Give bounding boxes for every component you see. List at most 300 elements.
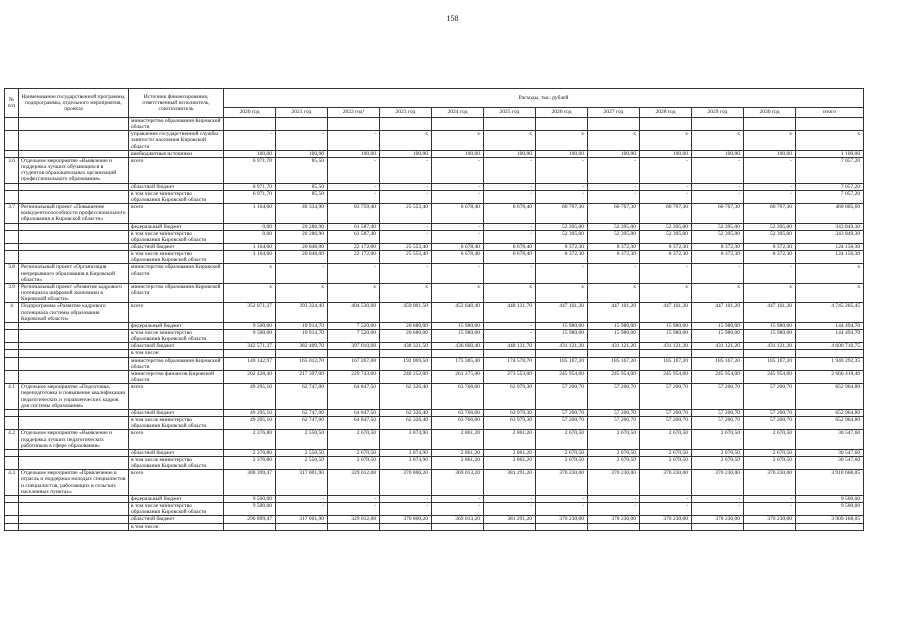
amount-cell: 62 326,40 bbox=[380, 409, 432, 416]
amount-cell: - bbox=[484, 190, 536, 203]
row-title bbox=[19, 150, 129, 157]
amount-cell: 52 395,00 bbox=[588, 230, 640, 243]
amount-cell: 63 766,00 bbox=[432, 384, 484, 410]
amount-cell: 452 640,40 bbox=[432, 303, 484, 322]
table-row bbox=[5, 503, 864, 516]
funding-source: министерство финансов Кировской области bbox=[129, 370, 224, 383]
amount-cell: 100,00 bbox=[536, 150, 588, 157]
amount-cell: 2 550,50 bbox=[276, 456, 328, 469]
amount-cell: - bbox=[380, 223, 432, 230]
amount-cell: x bbox=[484, 131, 536, 150]
amount-cell: x bbox=[692, 131, 744, 150]
header-year: 2022 год¹ bbox=[328, 108, 380, 118]
amount-cell: x bbox=[796, 283, 864, 302]
amount-cell: 229 743,00 bbox=[328, 370, 380, 383]
amount-cell bbox=[536, 523, 588, 530]
amount-cell: - bbox=[640, 190, 692, 203]
amount-cell: 2 670,50 bbox=[328, 456, 380, 469]
row-number bbox=[5, 190, 19, 203]
amount-cell: 3 874,90 bbox=[380, 449, 432, 456]
amount-cell bbox=[432, 118, 484, 131]
amount-cell: 3 874,90 bbox=[380, 430, 432, 449]
row-number bbox=[5, 495, 19, 502]
amount-cell: 652 964,80 bbox=[796, 417, 864, 430]
amount-cell: 370 230,00 bbox=[536, 470, 588, 496]
amount-cell: 60 767,30 bbox=[640, 204, 692, 223]
funding-source: всего bbox=[129, 204, 224, 223]
row-title bbox=[19, 230, 129, 243]
funding-source: федеральный бюджет bbox=[129, 223, 224, 230]
amount-cell: 52 395,00 bbox=[640, 223, 692, 230]
amount-cell: 1 164,60 bbox=[224, 251, 276, 264]
row-number: 4 bbox=[5, 303, 19, 322]
row-number bbox=[5, 417, 19, 430]
funding-source: всего bbox=[129, 470, 224, 496]
amount-cell: 6 678,40 bbox=[432, 204, 484, 223]
amount-cell: x bbox=[744, 283, 796, 302]
amount-cell: - bbox=[692, 157, 744, 183]
amount-cell: - bbox=[276, 131, 328, 150]
amount-cell: 100,00 bbox=[484, 150, 536, 157]
amount-cell: 2 376,80 bbox=[224, 430, 276, 449]
amount-cell: 431 121,20 bbox=[588, 343, 640, 350]
amount-cell: 2 376,80 bbox=[224, 456, 276, 469]
funding-source: в том числе: bbox=[129, 523, 224, 530]
amount-cell bbox=[328, 350, 380, 357]
table-row bbox=[5, 223, 864, 230]
amount-cell: 20 048,00 bbox=[276, 251, 328, 264]
amount-cell: 382 409,70 bbox=[276, 343, 328, 350]
amount-cell bbox=[640, 523, 692, 530]
funding-source: всего bbox=[129, 157, 224, 183]
amount-cell: 63 766,00 bbox=[432, 409, 484, 416]
amount-cell: 2 670,50 bbox=[536, 449, 588, 456]
amount-cell: 370 230,00 bbox=[640, 516, 692, 523]
amount-cell: 57 200,70 bbox=[744, 409, 796, 416]
amount-cell: 15 980,00 bbox=[744, 330, 796, 343]
amount-cell: 2 670,50 bbox=[588, 456, 640, 469]
amount-cell: - bbox=[432, 503, 484, 516]
row-title bbox=[19, 449, 129, 456]
amount-cell bbox=[692, 118, 744, 131]
amount-cell: - bbox=[588, 183, 640, 190]
header-year: 2025 год bbox=[484, 108, 536, 118]
amount-cell: 8 372,30 bbox=[536, 251, 588, 264]
amount-cell: 8 372,30 bbox=[536, 243, 588, 250]
row-number bbox=[5, 183, 19, 190]
amount-cell bbox=[692, 350, 744, 357]
amount-cell: 8 372,30 bbox=[588, 243, 640, 250]
amount-cell: 57 200,70 bbox=[640, 417, 692, 430]
header-year: 2024 год bbox=[432, 108, 484, 118]
amount-cell: - bbox=[744, 264, 796, 283]
amount-cell: 3 909 168,05 bbox=[796, 516, 864, 523]
amount-cell: 61 587,40 bbox=[328, 230, 380, 243]
amount-cell bbox=[796, 118, 864, 131]
amount-cell: - bbox=[640, 157, 692, 183]
amount-cell: 100,00 bbox=[432, 150, 484, 157]
amount-cell: 15 980,00 bbox=[588, 330, 640, 343]
amount-cell: 2 550,50 bbox=[276, 449, 328, 456]
amount-cell: 20 680,00 bbox=[380, 322, 432, 329]
amount-cell: x bbox=[380, 131, 432, 150]
amount-cell: 447 101,20 bbox=[744, 303, 796, 322]
funding-source: всего bbox=[129, 303, 224, 322]
row-number bbox=[5, 223, 19, 230]
row-title bbox=[19, 243, 129, 250]
table-row bbox=[5, 283, 864, 302]
amount-cell: 352 071,37 bbox=[224, 303, 276, 322]
amount-cell: 185 167,20 bbox=[640, 357, 692, 370]
row-title bbox=[19, 357, 129, 370]
row-title bbox=[19, 456, 129, 469]
amount-cell: x bbox=[640, 283, 692, 302]
amount-cell: 290 899,47 bbox=[224, 516, 276, 523]
amount-cell: 436 660,40 bbox=[432, 343, 484, 350]
amount-cell: 459 001,50 bbox=[380, 303, 432, 322]
amount-cell: 2 550,50 bbox=[276, 430, 328, 449]
amount-cell: - bbox=[432, 264, 484, 283]
amount-cell bbox=[484, 118, 536, 131]
amount-cell: 370 230,00 bbox=[640, 470, 692, 496]
amount-cell: 52 395,00 bbox=[588, 223, 640, 230]
amount-cell: 15 980,00 bbox=[692, 322, 744, 329]
amount-cell: 6 678,40 bbox=[432, 251, 484, 264]
amount-cell: 2 861,20 bbox=[484, 449, 536, 456]
amount-cell: 63 766,00 bbox=[432, 417, 484, 430]
amount-cell: 245 954,00 bbox=[744, 370, 796, 383]
funding-source: министерство образования Кировской области bbox=[129, 264, 224, 283]
amount-cell: 0,00 bbox=[224, 223, 276, 230]
amount-cell bbox=[692, 523, 744, 530]
amount-cell: 273 553,00 bbox=[484, 370, 536, 383]
amount-cell: 144 494,70 bbox=[796, 322, 864, 329]
row-number: 3.7 bbox=[5, 204, 19, 223]
amount-cell: 431 121,20 bbox=[692, 343, 744, 350]
amount-cell: - bbox=[328, 190, 380, 203]
table-row bbox=[5, 243, 864, 250]
amount-cell bbox=[276, 350, 328, 357]
amount-cell: 2 670,50 bbox=[328, 430, 380, 449]
funding-source: министерство образования Кировской области bbox=[129, 118, 224, 131]
header-source: Источник финансирования, ответственный исполнитель, соисполнитель bbox=[129, 89, 224, 118]
amount-cell: 10 914,70 bbox=[276, 330, 328, 343]
amount-cell: 124 156,30 bbox=[796, 243, 864, 250]
table-row bbox=[5, 190, 864, 203]
amount-cell: 7 520,00 bbox=[328, 322, 380, 329]
amount-cell: 49 295,10 bbox=[224, 417, 276, 430]
amount-cell bbox=[380, 523, 432, 530]
amount-cell: 144 494,70 bbox=[796, 330, 864, 343]
amount-cell bbox=[432, 523, 484, 530]
amount-cell: 2 660 418,40 bbox=[796, 370, 864, 383]
amount-cell: 343 849,30 bbox=[796, 230, 864, 243]
amount-cell: 2 670,50 bbox=[692, 456, 744, 469]
amount-cell: - bbox=[692, 495, 744, 502]
amount-cell: 60 767,30 bbox=[536, 204, 588, 223]
amount-cell: 447 101,20 bbox=[692, 303, 744, 322]
funding-source: областной бюджет bbox=[129, 449, 224, 456]
header-year: 2020 год bbox=[224, 108, 276, 118]
table-row bbox=[5, 157, 864, 183]
amount-cell: 57 200,70 bbox=[640, 409, 692, 416]
amount-cell: 245 954,00 bbox=[640, 370, 692, 383]
amount-cell: 20 286,90 bbox=[276, 223, 328, 230]
amount-cell: 15 980,00 bbox=[432, 330, 484, 343]
amount-cell: 64 847,50 bbox=[328, 417, 380, 430]
amount-cell: 52 395,00 bbox=[536, 223, 588, 230]
header-no: № п/п bbox=[5, 89, 19, 118]
amount-cell: 447 101,20 bbox=[640, 303, 692, 322]
amount-cell: 369 013,20 bbox=[432, 516, 484, 523]
amount-cell: 2 376,80 bbox=[224, 449, 276, 456]
funding-source: в том числе министерство образования Кировской области bbox=[129, 230, 224, 243]
amount-cell: 202 428,40 bbox=[224, 370, 276, 383]
amount-cell: x bbox=[692, 283, 744, 302]
amount-cell: 185 167,20 bbox=[588, 357, 640, 370]
amount-cell: x bbox=[276, 283, 328, 302]
row-number bbox=[5, 343, 19, 350]
amount-cell: 2 670,50 bbox=[744, 430, 796, 449]
amount-cell: x bbox=[484, 283, 536, 302]
amount-cell: - bbox=[484, 495, 536, 502]
amount-cell: 397 010,08 bbox=[328, 343, 380, 350]
amount-cell: 60 767,30 bbox=[588, 204, 640, 223]
row-title: Региональный проект «Повышение конкурентоспособности профессионального образования в Кировской области» bbox=[19, 204, 129, 223]
amount-cell: 100,00 bbox=[224, 150, 276, 157]
amount-cell: 2 670,50 bbox=[588, 430, 640, 449]
amount-cell: - bbox=[536, 183, 588, 190]
amount-cell: 6 678,40 bbox=[484, 251, 536, 264]
amount-cell: - bbox=[380, 190, 432, 203]
amount-cell: 381 291,20 bbox=[484, 470, 536, 496]
table-row bbox=[5, 118, 864, 131]
amount-cell: 6 971,70 bbox=[224, 183, 276, 190]
amount-cell: 2 861,20 bbox=[432, 449, 484, 456]
amount-cell: 62 326,40 bbox=[380, 384, 432, 410]
amount-cell: 15 980,00 bbox=[588, 322, 640, 329]
amount-cell: 22 172,00 bbox=[328, 251, 380, 264]
amount-cell: - bbox=[380, 495, 432, 502]
amount-cell: 6 971,70 bbox=[224, 190, 276, 203]
amount-cell: 8 372,30 bbox=[744, 251, 796, 264]
row-title bbox=[19, 350, 129, 357]
amount-cell: x bbox=[224, 283, 276, 302]
amount-cell: 57 200,70 bbox=[588, 384, 640, 410]
amount-cell: 7 520,00 bbox=[328, 330, 380, 343]
amount-cell: 85,50 bbox=[276, 157, 328, 183]
amount-cell: 2 670,50 bbox=[536, 456, 588, 469]
row-number bbox=[5, 370, 19, 383]
amount-cell: - bbox=[484, 264, 536, 283]
amount-cell: 6 678,40 bbox=[432, 243, 484, 250]
amount-cell: 2 670,50 bbox=[588, 449, 640, 456]
amount-cell: - bbox=[484, 157, 536, 183]
amount-cell: 85,50 bbox=[276, 190, 328, 203]
row-number: 4.1 bbox=[5, 384, 19, 410]
table-row bbox=[5, 523, 864, 530]
amount-cell: 438 321,50 bbox=[380, 343, 432, 350]
amount-cell: 2 670,50 bbox=[640, 456, 692, 469]
amount-cell: - bbox=[744, 183, 796, 190]
amount-cell: 2 670,50 bbox=[328, 449, 380, 456]
amount-cell: 57 200,70 bbox=[588, 409, 640, 416]
amount-cell bbox=[380, 350, 432, 357]
row-title bbox=[19, 343, 129, 350]
amount-cell: - bbox=[328, 503, 380, 516]
row-number bbox=[5, 150, 19, 157]
amount-cell: - bbox=[432, 183, 484, 190]
amount-cell: - bbox=[744, 190, 796, 203]
amount-cell: 62 747,00 bbox=[276, 409, 328, 416]
amount-cell: 245 954,00 bbox=[536, 370, 588, 383]
funding-source: в том числе министерство образования Кировской области bbox=[129, 456, 224, 469]
funding-source: областной бюджет bbox=[129, 183, 224, 190]
row-number: 4.3 bbox=[5, 470, 19, 496]
amount-cell: 52 395,00 bbox=[744, 223, 796, 230]
header-year: 2023 год bbox=[380, 108, 432, 118]
amount-cell: - bbox=[588, 495, 640, 502]
amount-cell: 185 167,20 bbox=[692, 357, 744, 370]
amount-cell: 9 500,00 bbox=[224, 495, 276, 502]
amount-cell: - bbox=[744, 503, 796, 516]
amount-cell: 381 291,20 bbox=[484, 516, 536, 523]
amount-cell: 20 048,00 bbox=[276, 243, 328, 250]
amount-cell: - bbox=[536, 503, 588, 516]
row-title bbox=[19, 223, 129, 230]
amount-cell: 343 849,30 bbox=[796, 223, 864, 230]
amount-cell: - bbox=[692, 264, 744, 283]
row-number: 3.9 bbox=[5, 283, 19, 302]
amount-cell: 393 324,40 bbox=[276, 303, 328, 322]
amount-cell: 20 680,00 bbox=[380, 330, 432, 343]
amount-cell bbox=[432, 350, 484, 357]
amount-cell: 15 980,00 bbox=[536, 330, 588, 343]
amount-cell: 7 057,20 bbox=[796, 190, 864, 203]
amount-cell: 4 745 205,45 bbox=[796, 303, 864, 322]
funding-source: в том числе министерство образования Кировской области bbox=[129, 417, 224, 430]
amount-cell: 15 980,00 bbox=[640, 330, 692, 343]
row-title bbox=[19, 417, 129, 430]
row-title bbox=[19, 251, 129, 264]
amount-cell: 370 230,00 bbox=[588, 516, 640, 523]
amount-cell bbox=[536, 350, 588, 357]
amount-cell: 9 500,00 bbox=[796, 503, 864, 516]
amount-cell: 431 121,20 bbox=[744, 343, 796, 350]
header-year: 2029 год bbox=[692, 108, 744, 118]
amount-cell: 57 200,70 bbox=[692, 417, 744, 430]
amount-cell: 300 399,47 bbox=[224, 470, 276, 496]
amount-cell: 448 131,70 bbox=[484, 343, 536, 350]
amount-cell bbox=[536, 118, 588, 131]
table-row bbox=[5, 264, 864, 283]
amount-cell: 2 670,50 bbox=[744, 449, 796, 456]
row-number: 3.8 bbox=[5, 264, 19, 283]
row-number: 3.6 bbox=[5, 157, 19, 183]
header-year: 2027 год bbox=[588, 108, 640, 118]
header-year: 2030 год bbox=[744, 108, 796, 118]
amount-cell: - bbox=[744, 157, 796, 183]
amount-cell: 370 230,00 bbox=[692, 516, 744, 523]
amount-cell: 57 200,70 bbox=[536, 417, 588, 430]
table-row bbox=[5, 417, 864, 430]
amount-cell: - bbox=[276, 264, 328, 283]
amount-cell: 2 670,50 bbox=[640, 430, 692, 449]
amount-cell: 85,50 bbox=[276, 183, 328, 190]
row-title bbox=[19, 523, 129, 530]
funding-source: областной бюджет bbox=[129, 343, 224, 350]
amount-cell: 57 200,70 bbox=[692, 384, 744, 410]
row-number bbox=[5, 330, 19, 343]
amount-cell: 8 372,30 bbox=[692, 243, 744, 250]
row-number bbox=[5, 516, 19, 523]
table-row bbox=[5, 131, 864, 150]
amount-cell: x bbox=[796, 131, 864, 150]
row-title bbox=[19, 118, 129, 131]
amount-cell: 15 980,00 bbox=[692, 330, 744, 343]
amount-cell bbox=[796, 350, 864, 357]
amount-cell: x bbox=[588, 283, 640, 302]
funding-source: областной бюджет bbox=[129, 516, 224, 523]
header-year: 2021 год bbox=[276, 108, 328, 118]
amount-cell: 15 980,00 bbox=[744, 322, 796, 329]
amount-cell bbox=[744, 118, 796, 131]
funding-source: в том числе министерство образования Кировской области bbox=[129, 190, 224, 203]
row-number bbox=[5, 503, 19, 516]
table-row bbox=[5, 330, 864, 343]
amount-cell: 1 100,00 bbox=[796, 150, 864, 157]
funding-source: министерство образования Кировской области bbox=[129, 283, 224, 302]
amount-cell: x bbox=[744, 131, 796, 150]
financing-table bbox=[4, 88, 864, 531]
amount-cell: 1 940 292,35 bbox=[796, 357, 864, 370]
amount-cell: 370 230,00 bbox=[692, 470, 744, 496]
table-row bbox=[5, 204, 864, 223]
amount-cell: - bbox=[692, 183, 744, 190]
table-row bbox=[5, 370, 864, 383]
amount-cell: - bbox=[328, 157, 380, 183]
row-number bbox=[5, 357, 19, 370]
row-title: Отдельное мероприятие «Привлечение в отрасль и поддержка молодых специалистов и специалистов, работающих в сельских населенных пунктах» bbox=[19, 470, 129, 496]
amount-cell: 261 275,00 bbox=[432, 370, 484, 383]
amount-cell: 185 167,20 bbox=[744, 357, 796, 370]
funding-source: всего bbox=[129, 384, 224, 410]
amount-cell bbox=[328, 118, 380, 131]
amount-cell: 0,00 bbox=[224, 230, 276, 243]
amount-cell bbox=[588, 523, 640, 530]
amount-cell: 49 295,10 bbox=[224, 409, 276, 416]
amount-cell: - bbox=[640, 183, 692, 190]
amount-cell: 2 670,50 bbox=[744, 456, 796, 469]
amount-cell: 57 200,70 bbox=[536, 384, 588, 410]
amount-cell: 57 200,70 bbox=[692, 409, 744, 416]
amount-cell: - bbox=[484, 223, 536, 230]
table-row bbox=[5, 516, 864, 523]
row-number bbox=[5, 131, 19, 150]
row-title bbox=[19, 322, 129, 329]
amount-cell: 2 861,20 bbox=[432, 456, 484, 469]
row-title bbox=[19, 503, 129, 516]
amount-cell: - bbox=[432, 495, 484, 502]
amount-cell bbox=[276, 523, 328, 530]
amount-cell: 22 172,00 bbox=[328, 243, 380, 250]
amount-cell: 1 164,60 bbox=[224, 204, 276, 223]
amount-cell: 192 069,50 bbox=[380, 357, 432, 370]
amount-cell: - bbox=[276, 495, 328, 502]
amount-cell: - bbox=[640, 495, 692, 502]
amount-cell: - bbox=[484, 503, 536, 516]
amount-cell: - bbox=[484, 183, 536, 190]
